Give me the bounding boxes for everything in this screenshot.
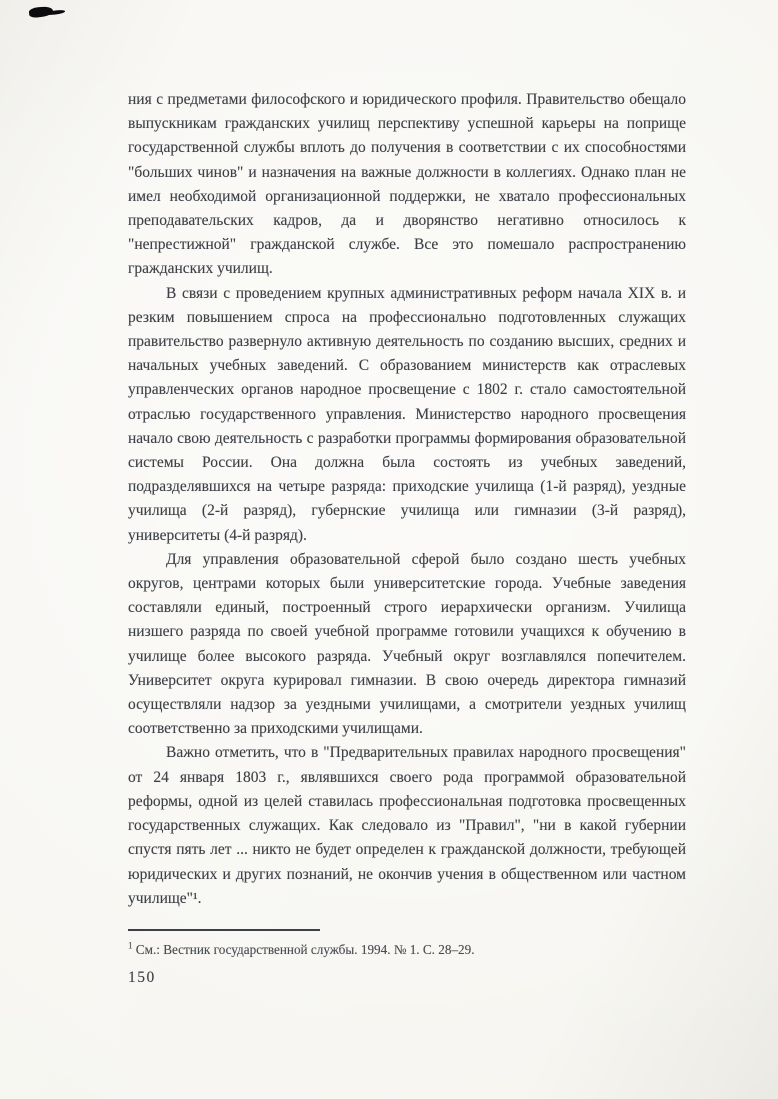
scan-artifact-mark — [29, 6, 54, 18]
paragraph: Важно отметить, что в "Предварительных правилах народного просвещения" от 24 января 1803 г., являвшихся своего рода программой образовательной реформы, одной из целей ставилась профессиональная подготовка просвещенных государственных служащих. Как следовало из "Правил", "ни в какой губернии спустя пять лет ... никто не будет определен к гражданской должности, требующей юридических и других познаний, не окончив учения в общественном или частном училище"¹. — [128, 744, 686, 907]
paragraph-continuation: ния с предметами философского и юридического профиля. Правительство обещало выпускникам гражданских училищ перспективу успешной карьеры на поприще государственной службы вплоть до получения в соответствии с их способностями "больших чинов" и назначения на важные должности в коллегиях. Однако план не имел необходимой организационной поддержки, не хватало профессиональных преподавательских кадров, да и дворянство негативно относилось к "непрестижной" гражданской службе. Все это помешало распространению гражданских училищ. — [128, 91, 686, 278]
body-text — [128, 88, 686, 990]
footnote-text: См.: Вестник государственной службы. 1994. № 1. С. 28–29. — [135, 941, 475, 957]
footnote-separator — [128, 929, 320, 931]
page-number: 150 — [128, 968, 156, 986]
footnote — [128, 941, 686, 959]
paragraph: Для управления образовательной сферой было создано шесть учебных округов, центрами которых были университетские города. Учебные заведения составляли единый, построенный строго иерархически организм. Училища низшего разряда по своей учебной программе готовили учащихся к обучению в училище более высокого разряда. Учебный округ возглавлялся попечителем. Университет округа курировал гимназии. В свою очередь директора гимназий осуществляли надзор за уездными училищами, а смотрители уездных училищ соответственно за приходскими училищами. — [128, 550, 686, 738]
paragraph: В связи с проведением крупных административных реформ начала XIX в. и резким повышением спроса на профессионально подготовленных служащих правительство развернуло активную деятельность по созданию высших, средних и начальных учебных заведений. С образованием министерств как отраслевых управленческих органов народное просвещение с 1802 г. стало самостоятельной отраслью государственного управления. Министерство народного просвещения начало свою деятельность с разработки программы формирования образовательной системы России. Она должна была состоять из учебных заведений, подразделявшихся на четыре разряда: приходские училища (1-й разряд), уездные училища (2-й разряд), губернские училища или гимназии (3-й разряд), университеты (4-й разряд). — [128, 284, 686, 544]
footnote-marker: 1 — [128, 940, 133, 951]
